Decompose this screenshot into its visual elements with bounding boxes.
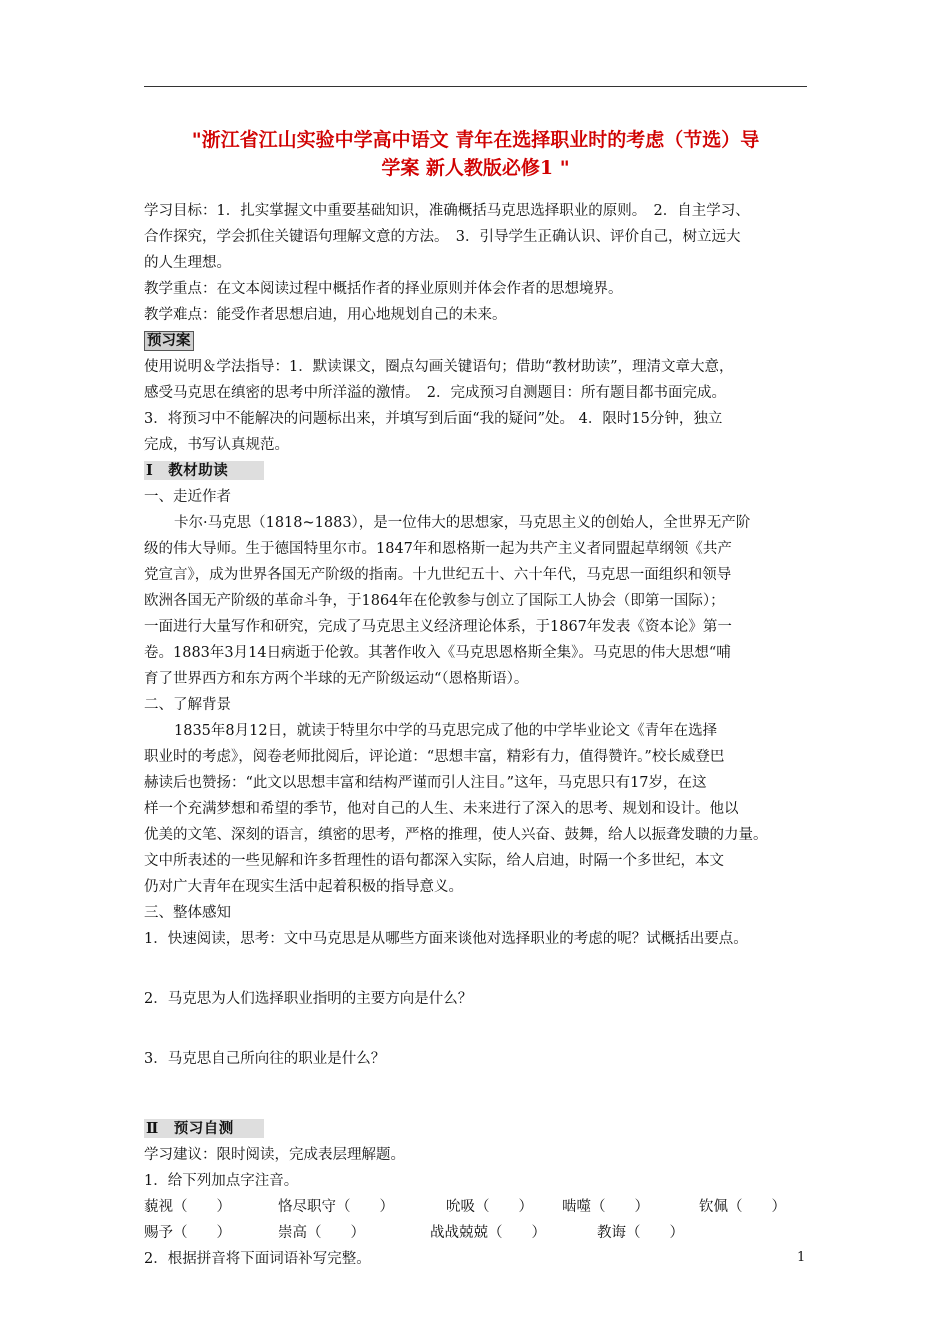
section-heading-2: Ⅱ 预习自测	[144, 1119, 264, 1138]
pinyin-item: 藐视（ ）	[144, 1199, 231, 1215]
preview-label: 预习案	[144, 331, 194, 351]
pinyin-item: 钦佩（ ）	[699, 1199, 786, 1215]
pinyin-item: 吮吸（ ）	[446, 1199, 533, 1215]
pinyin-item: 啮噬（ ）	[562, 1199, 649, 1215]
background-paragraph-line: 文中所表述的一些见解和许多哲理性的语句都深入实际，给人启迪，时隔一个多世纪，本文	[144, 853, 724, 869]
background-paragraph-line: 赫读后也赞扬：“此文以思想丰富和结构严谨而引人注目。”这年，马克思只有17岁，在这	[144, 775, 707, 791]
pinyin-item: 赐予（ ）	[144, 1225, 231, 1241]
study-advice: 学习建议：限时阅读，完成表层理解题。	[144, 1147, 405, 1163]
pinyin-row-2	[144, 1220, 816, 1246]
section-heading-1: Ⅰ 教材助读	[144, 461, 264, 480]
difficult-point: 教学难点：能受作者思想启迪，用心地规划自己的未来。	[144, 307, 507, 323]
question-3: 3．马克思自己所向往的职业是什么？	[144, 1051, 386, 1067]
author-paragraph-line: 育了世界西方和东方两个半球的无产阶级运动“（恩格斯语）。	[144, 671, 529, 687]
author-paragraph-line: 卡尔·马克思（1818~1883），是一位伟大的思想家，马克思主义的创始人，全世界无产阶	[174, 515, 751, 531]
pinyin-item: 教诲（ ）	[597, 1225, 684, 1241]
background-paragraph-line: 仍对广大青年在现实生活中起着积极的指导意义。	[144, 879, 463, 895]
subheading-author: 一、走近作者	[144, 489, 231, 505]
usage-line: 3．将预习中不能解决的问题标出来，并填写到后面“我的疑问”处。 4．限时15分钟，独立	[144, 411, 723, 427]
usage-line: 感受马克思在缜密的思考中所洋溢的激情。 2．完成预习自测题目：所有题目都书面完成。	[144, 385, 726, 401]
author-paragraph-line: 党宣言》，成为世界各国无产阶级的指南。十九世纪五十、六十年代，马克思一面组织和领导	[144, 567, 732, 583]
background-paragraph-line: 样一个充满梦想和希望的季节，他对自己的人生、未来进行了深入的思考、规划和设计。他以	[144, 801, 739, 817]
author-paragraph-line: 卷。1883年3月14日病逝于伦敦。其著作收入《马克思恩格斯全集》。马克思的伟大思想“哺	[144, 645, 731, 661]
exercise-1-prompt: 1．给下列加点字注音。	[144, 1173, 299, 1189]
pinyin-item: 战战兢兢（ ）	[430, 1225, 546, 1241]
exercise-2-prompt: 2．根据拼音将下面词语补写完整。	[144, 1251, 371, 1267]
usage-line: 使用说明＆学法指导：1．默读课文，圈点勾画关键语句；借助“教材助读”，理清文章大意，	[144, 359, 734, 375]
header-rule	[144, 86, 807, 87]
objectives-line: 的人生理想。	[144, 255, 231, 271]
document-title	[144, 126, 807, 182]
page-number: 1	[797, 1250, 806, 1265]
objectives-line: 合作探究，学会抓住关键语句理解文意的方法。 3．引导学生正确认识、评价自己，树立远大	[144, 229, 741, 245]
subheading-overview: 三、整体感知	[144, 905, 231, 921]
pinyin-item: 恪尽职守（ ）	[278, 1199, 394, 1215]
title-line-1: "浙江省江山实验中学高中语文 青年在选择职业时的考虑（节选）导	[191, 129, 760, 151]
background-paragraph-line: 1835年8月12日，就读于特里尔中学的马克思完成了他的中学毕业论文《青年在选择	[174, 723, 718, 739]
author-paragraph-line: 欧洲各国无产阶级的革命斗争，于1864年在伦敦参与创立了国际工人协会（即第一国际）；	[144, 593, 725, 609]
pinyin-item: 崇高（ ）	[278, 1225, 365, 1241]
title-line-2: 学案 新人教版必修1 "	[381, 157, 570, 179]
usage-line: 完成，书写认真规范。	[144, 437, 289, 453]
question-2: 2．马克思为人们选择职业指明的主要方向是什么？	[144, 991, 473, 1007]
objectives-line: 学习目标：1．扎实掌握文中重要基础知识，准确概括马克思选择职业的原则。 2．自主学习、	[144, 203, 750, 219]
author-paragraph-line: 级的伟大导师。生于德国特里尔市。1847年和恩格斯一起为共产主义者同盟起草纲领《共产	[144, 541, 732, 557]
document-body	[144, 198, 816, 1272]
question-1: 1．快速阅读，思考：文中马克思是从哪些方面来谈他对选择职业的考虑的呢？试概括出要点。	[144, 931, 748, 947]
pinyin-row-1	[144, 1194, 816, 1220]
background-paragraph-line: 职业时的考虑》，阅卷老师批阅后，评论道：“思想丰富，精彩有力，值得赞许。”校长威登巴	[144, 749, 725, 765]
background-paragraph-line: 优美的文笔、深刻的语言，缜密的思考，严格的推理，使人兴奋、鼓舞，给人以振聋发聩的力量。	[144, 827, 768, 843]
key-point: 教学重点：在文本阅读过程中概括作者的择业原则并体会作者的思想境界。	[144, 281, 623, 297]
author-paragraph-line: 一面进行大量写作和研究，完成了马克思主义经济理论体系，于1867年发表《资本论》第一	[144, 619, 732, 635]
subheading-background: 二、了解背景	[144, 697, 231, 713]
